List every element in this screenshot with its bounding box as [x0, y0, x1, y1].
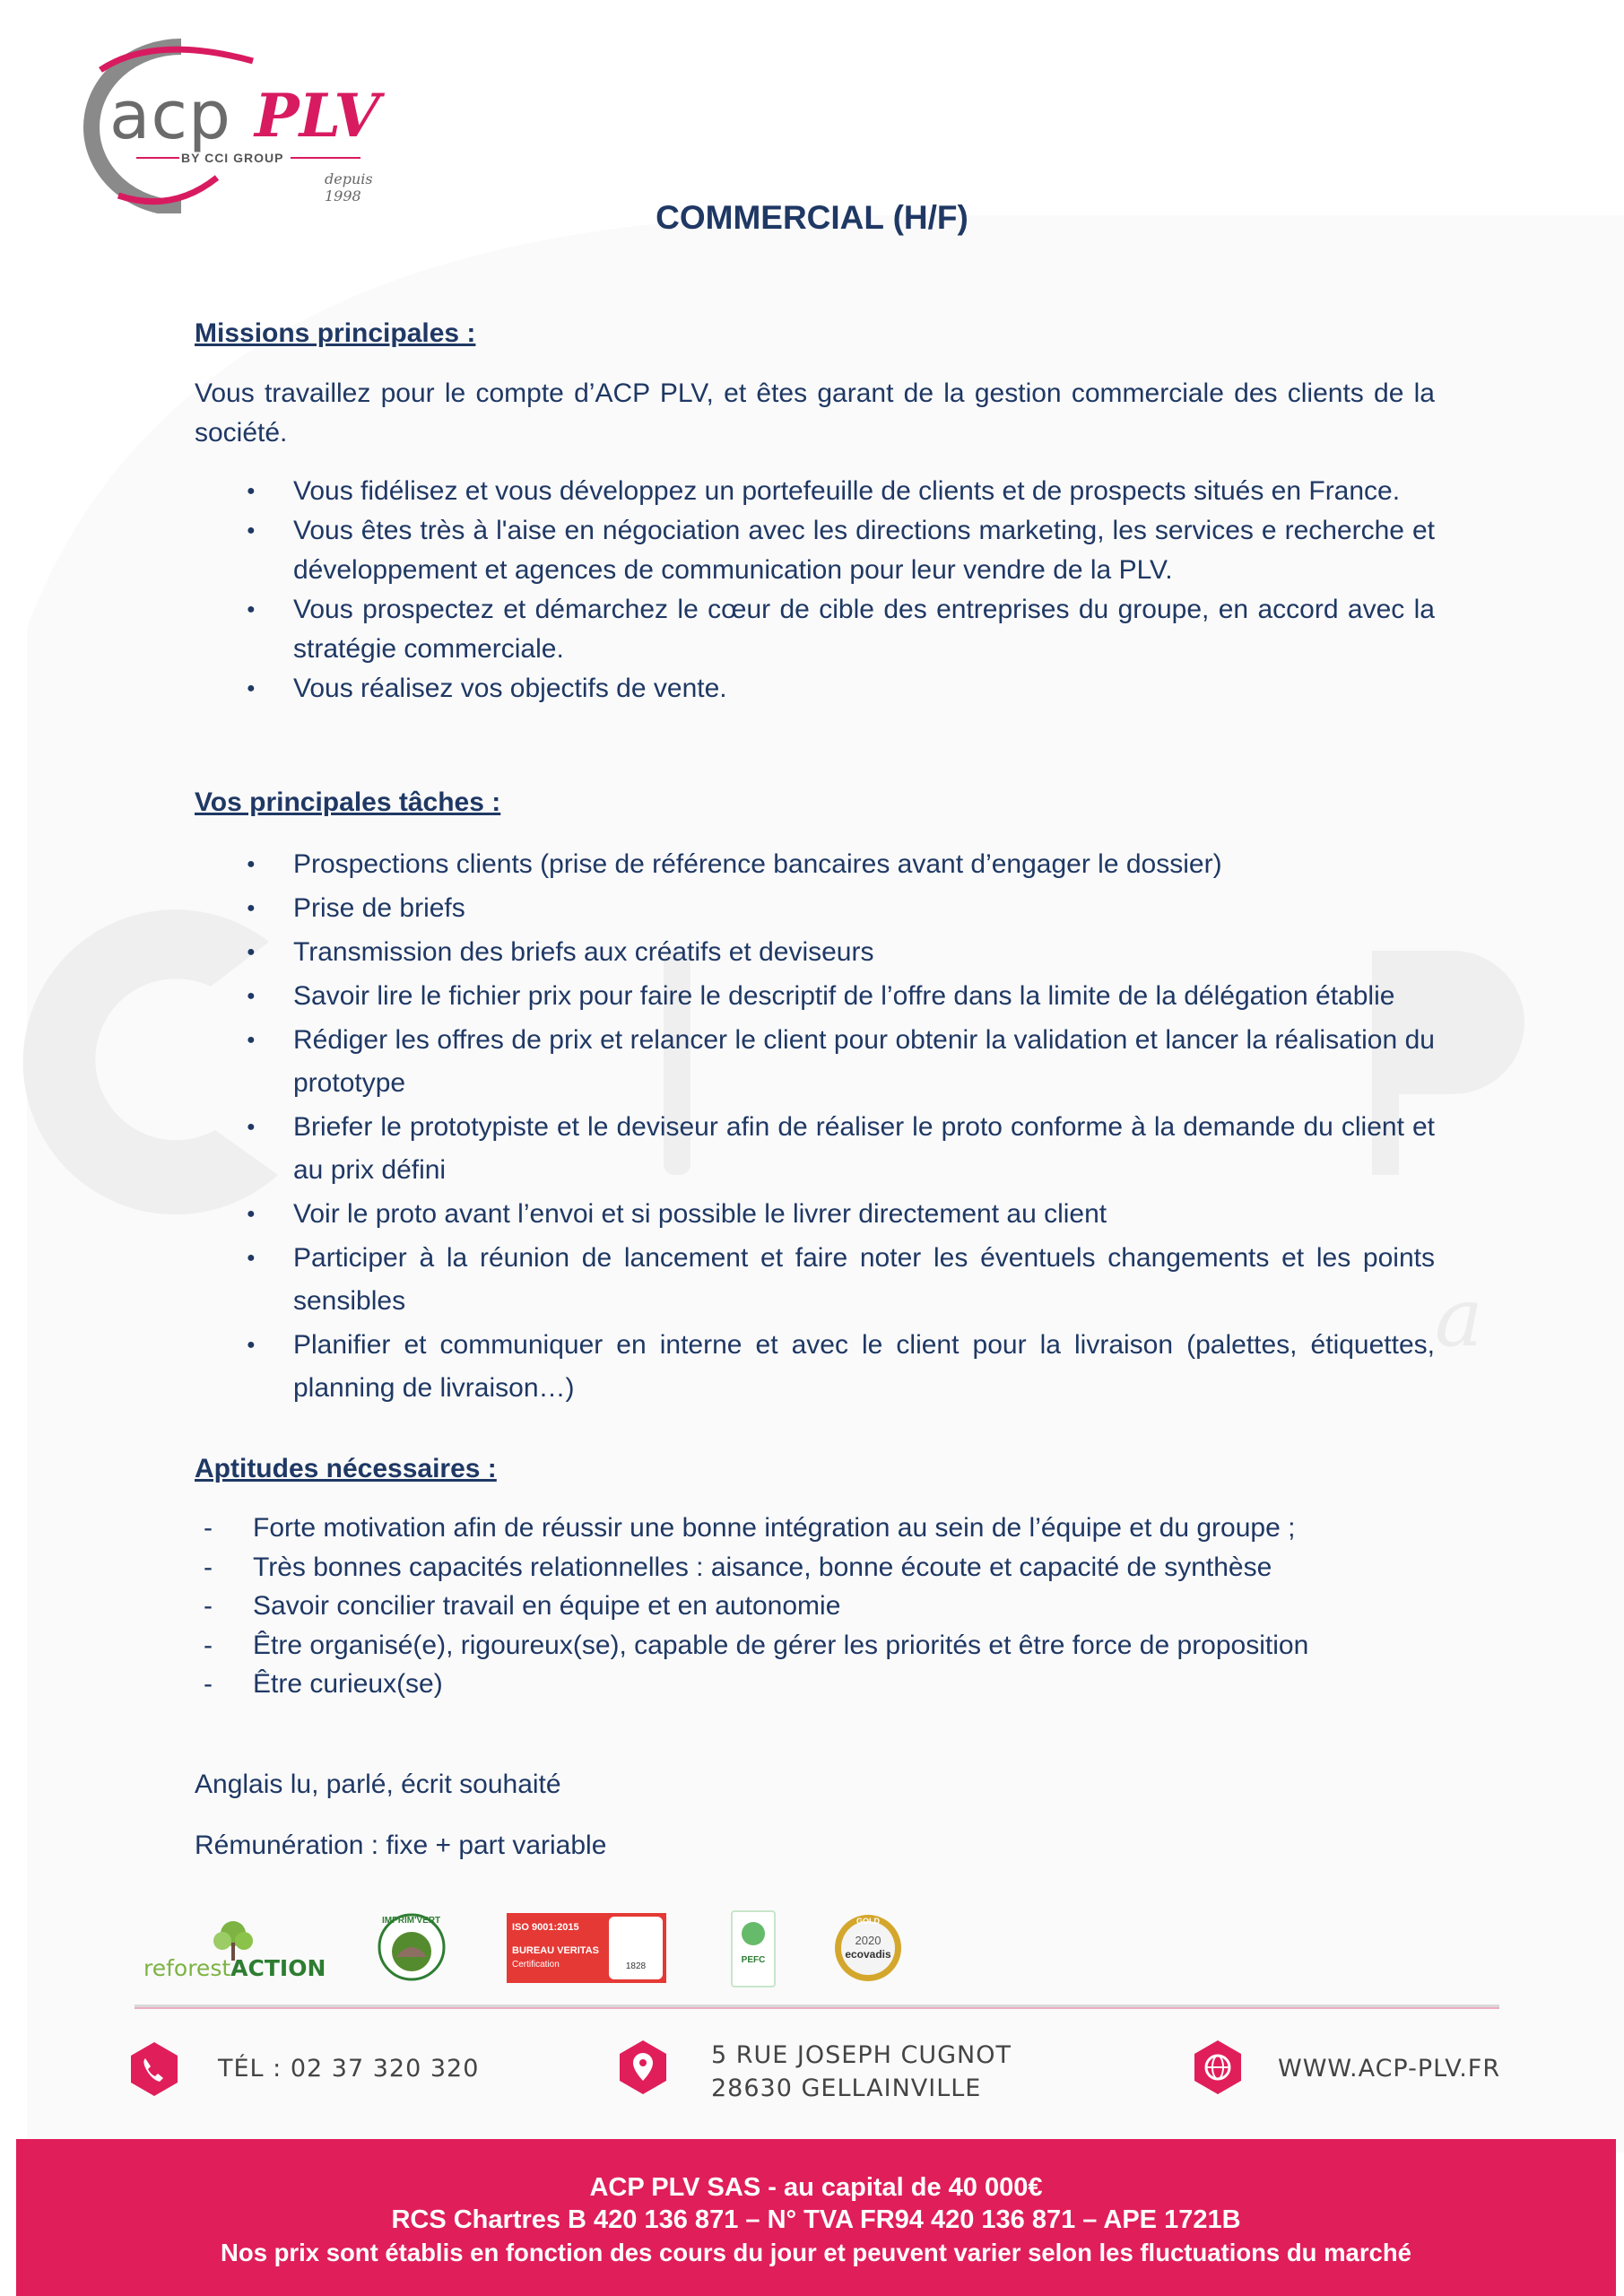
company-logo	[47, 34, 380, 213]
languages-text: Anglais lu, parlé, écrit souhaité	[195, 1770, 561, 1799]
contact-website: WWW.ACP-PLV.FR	[1278, 2055, 1501, 2083]
location-pin-icon	[614, 2039, 672, 2096]
logo-since: depuis 1998	[325, 170, 373, 204]
tasks-list	[195, 843, 1435, 1411]
footer-line-3: Nos prix sont établis en fonction des cours du jour et peuvent varier selon les fluctuations du marché	[221, 2239, 1411, 2266]
contact-address-line2: 28630 GELLAINVILLE	[711, 2074, 982, 2102]
pefc-text: PEFC	[741, 1955, 766, 1965]
contact-phone: TÉL : 02 37 320 320	[218, 2055, 480, 2083]
imprimvert-text: IMPRIM'VERT	[382, 1916, 441, 1926]
bv-cert: Certification	[512, 1960, 560, 1970]
logo-brand-accent: PLV	[255, 81, 380, 151]
list-item: ● Prise de briefs	[195, 887, 1435, 930]
missions-intro: Vous travaillez pour le compte d’ACP PLV, et êtes garant de la gestion commerciale des clients de la société.	[195, 378, 1435, 448]
list-item: - Très bonnes capacités relationnelles : aisance, bonne écoute et capacité de synthèse	[195, 1548, 1435, 1587]
list-item: ● Savoir lire le fichier prix pour faire le descriptif de l’offre dans la limite de la délégation établie	[195, 975, 1435, 1018]
list-item: ● Vous réalisez vos objectifs de vente.	[195, 669, 1435, 709]
pefc-logo	[731, 1910, 776, 1987]
missions-list	[195, 472, 1435, 709]
divider	[135, 2005, 1499, 2007]
ecovadis-year: 2020	[855, 1934, 881, 1947]
bureau-veritas-logo	[507, 1913, 666, 1983]
list-item: - Être organisé(e), rigoureux(se), capable de gérer les priorités et être force de proposition	[195, 1626, 1435, 1665]
logo-brand: acp	[109, 77, 232, 154]
reforest-word: reforest	[143, 1955, 231, 1981]
list-item: - Savoir concilier travail en équipe et en autonomie	[195, 1587, 1435, 1626]
list-item: ● Participer à la réunion de lancement et faire noter les éventuels changements et les points sensibles	[195, 1237, 1435, 1323]
bv-name: BUREAU VERITAS	[512, 1945, 599, 1956]
list-item: ● Transmission des briefs aux créatifs et deviseurs	[195, 931, 1435, 974]
ecovadis-logo	[832, 1912, 904, 1984]
globe-icon	[1189, 2039, 1246, 2096]
ecovadis-name: ecovadis	[845, 1948, 891, 1961]
iso-text: ISO 9001:2015	[512, 1922, 579, 1933]
list-item: ● Voir le proto avant l’envoi et si possible le livrer directement au client	[195, 1193, 1435, 1236]
list-item: ● Vous fidélisez et vous développez un portefeuille de clients et de prospects situés en France.	[195, 472, 1435, 511]
action-word: ACTION	[230, 1955, 326, 1981]
list-item: ● Vous êtes très à l'aise en négociation avec les directions marketing, les services e recherche et développement et agences de communication pour leur vendre de la PLV.	[195, 511, 1435, 590]
bv-year: 1828	[625, 1961, 647, 1971]
salary-text: Rémunération : fixe + part variable	[195, 1831, 607, 1860]
svg-text:a: a	[1435, 1271, 1483, 1365]
imprimvert-logo	[377, 1912, 447, 1982]
ecovadis-badge: GOLD	[856, 1917, 880, 1926]
missions-heading: Missions principales :	[195, 318, 476, 348]
aptitudes-heading: Aptitudes nécessaires :	[195, 1454, 497, 1483]
tasks-heading: Vos principales tâches :	[195, 787, 501, 817]
list-item: - Être curieux(se)	[195, 1665, 1435, 1704]
footer-line-2: RCS Chartres B 420 136 871 – N° TVA FR94 420 136 871 – APE 1721B	[391, 2205, 1241, 2234]
list-item: ● Prospections clients (prise de référence bancaires avant d’engager le dossier)	[195, 843, 1435, 886]
list-item: - Forte motivation afin de réussir une bonne intégration au sein de l’équipe et du groupe ;	[195, 1509, 1435, 1548]
logo-tagline: BY CCI GROUP	[181, 151, 284, 165]
list-item: ● Planifier et communiquer en interne et avec le client pour la livraison (palettes, étiquettes, planning de livraison…)	[195, 1324, 1435, 1410]
pefc-tree-icon	[733, 1918, 774, 1953]
contact-address-line1: 5 RUE JOSEPH CUGNOT	[711, 2041, 1012, 2069]
legal-footer	[16, 2139, 1616, 2296]
list-item: ● Rédiger les offres de prix et relancer le client pour obtenir la validation et lancer la réalisation du prototype	[195, 1019, 1435, 1105]
aptitudes-list	[195, 1509, 1435, 1704]
list-item: ● Briefer le prototypiste et le deviseur afin de réaliser le proto conforme à la demande du client et au prix défini	[195, 1106, 1435, 1192]
phone-icon	[126, 2040, 183, 2098]
footer-line-1: ACP PLV SAS - au capital de 40 000€	[589, 2173, 1043, 2202]
page-title: COMMERCIAL (H/F)	[656, 199, 968, 236]
list-item: ● Vous prospectez et démarchez le cœur de cible des entreprises du groupe, en accord avec la stratégie commerciale.	[195, 590, 1435, 669]
bv-seal-icon	[609, 1917, 663, 1979]
reforestaction-logo	[143, 1918, 326, 1981]
